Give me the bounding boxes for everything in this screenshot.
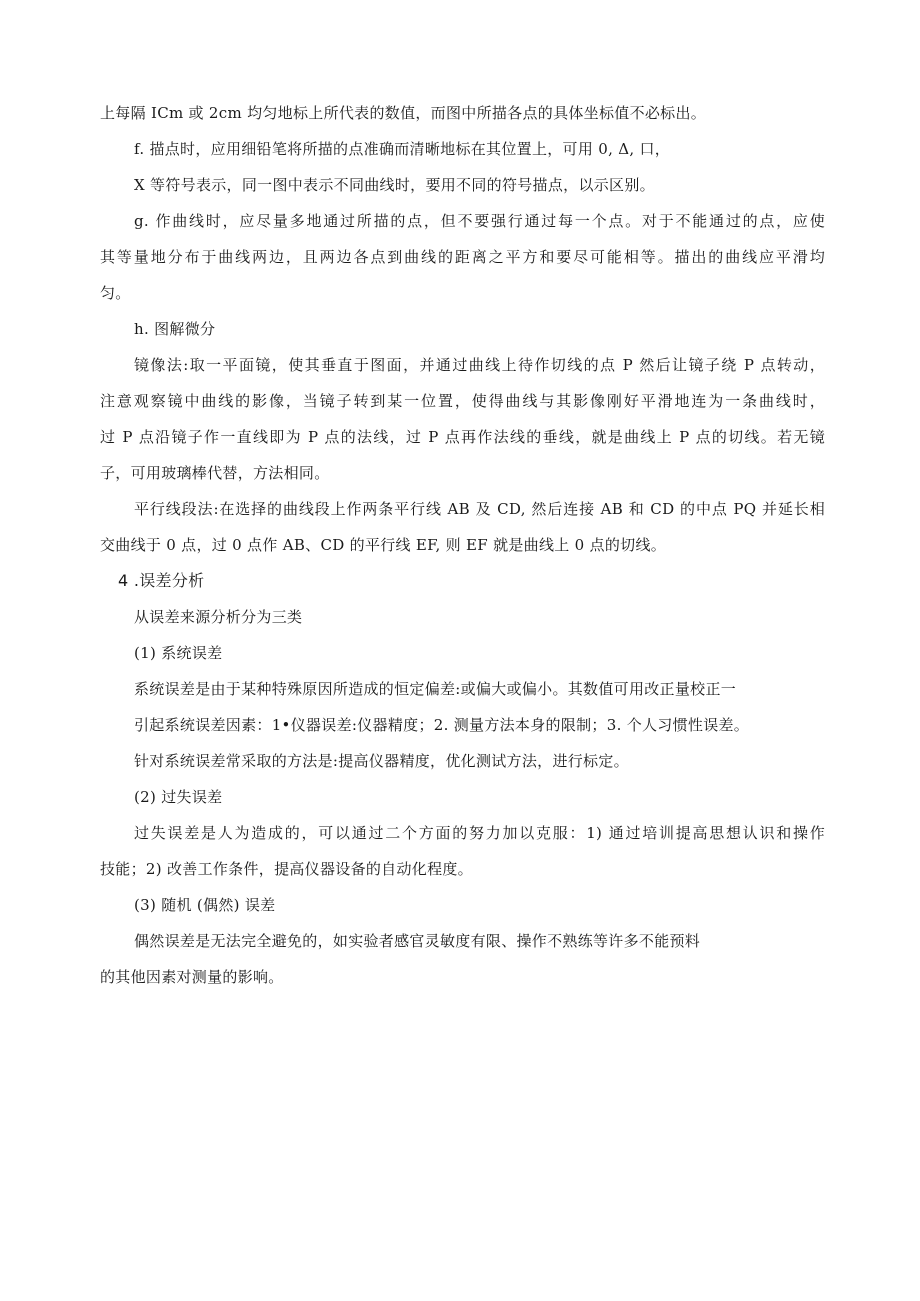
text-line-8: 镜像法:取一平面镜，使其垂直于图面，并通过曲线上待作切线的点 P 然后让镜子绕 P 点转动，	[134, 356, 825, 374]
text-line-15: 从误差来源分析分为三类	[134, 608, 303, 626]
text-line-3: X 等符号表示，同一图中表示不同曲线时，要用不同的符号描点，以示区别。	[134, 176, 655, 194]
text-line-21: 过失误差是人为造成的，可以通过二个方面的努力加以克服：1) 通过培训提高思想认识和操作	[134, 824, 825, 842]
text-line-18: 引起系统误差因素：1•仪器误差:仪器精度；2. 测量方法本身的限制；3. 个人习惯性误差。	[134, 716, 750, 734]
text-line-13: 交曲线于 0 点，过 0 点作 AB、CD 的平行线 EF, 则 EF 就是曲线上 0 点的切线。	[100, 536, 667, 554]
text-line-12: 平行线段法:在选择的曲线段上作两条平行线 AB 及 CD, 然后连接 AB 和 CD 的中点 PQ 并延长相	[134, 500, 825, 518]
text-line-1: 上每隔 ICm 或 2cm 均匀地标上所代表的数值，而图中所描各点的具体坐标值不必标出。	[100, 104, 707, 122]
text-line-10: 过 P 点沿镜子作一直线即为 P 点的法线，过 P 点再作法线的垂线，就是曲线上 P 点的切线。若无镜	[100, 428, 825, 446]
text-line-7: h. 图解微分	[134, 320, 216, 338]
subheading-system-error: (1) 系统误差	[134, 644, 223, 662]
section-heading: 4 .误差分析	[118, 571, 205, 590]
text-line-9: 注意观察镜中曲线的影像，当镜子转到某一位置，使得曲线与其影像刚好平滑地连为一条曲线时，	[100, 392, 825, 410]
subheading-random-error: (3) 随机 (偶然) 误差	[134, 896, 276, 914]
text-line-11: 子，可用玻璃棒代替，方法相同。	[100, 464, 330, 482]
text-line-4: g. 作曲线时，应尽量多地通过所描的点，但不要强行通过每一个点。对于不能通过的点，应使	[134, 212, 825, 230]
text-line-25: 的其他因素对测量的影响。	[100, 968, 284, 986]
text-line-5: 其等量地分布于曲线两边，且两边各点到曲线的距离之平方和要尽可能相等。描出的曲线应平滑均	[100, 248, 825, 266]
text-line-24: 偶然误差是无法完全避免的，如实验者感官灵敏度有限、操作不熟练等许多不能预料	[134, 932, 701, 950]
text-line-17: 系统误差是由于某种特殊原因所造成的恒定偏差:或偏大或偏小。其数值可用改正量校正一	[134, 680, 737, 698]
text-line-6: 匀。	[100, 284, 131, 302]
text-line-22: 技能；2) 改善工作条件，提高仪器设备的自动化程度。	[100, 860, 473, 878]
text-line-2: f. 描点时，应用细铅笔将所描的点准确而清晰地标在其位置上，可用 0, Δ, 口，	[134, 140, 671, 158]
subheading-gross-error: (2) 过失误差	[134, 788, 223, 806]
text-line-19: 针对系统误差常采取的方法是:提高仪器精度，优化测试方法，进行标定。	[134, 752, 629, 770]
